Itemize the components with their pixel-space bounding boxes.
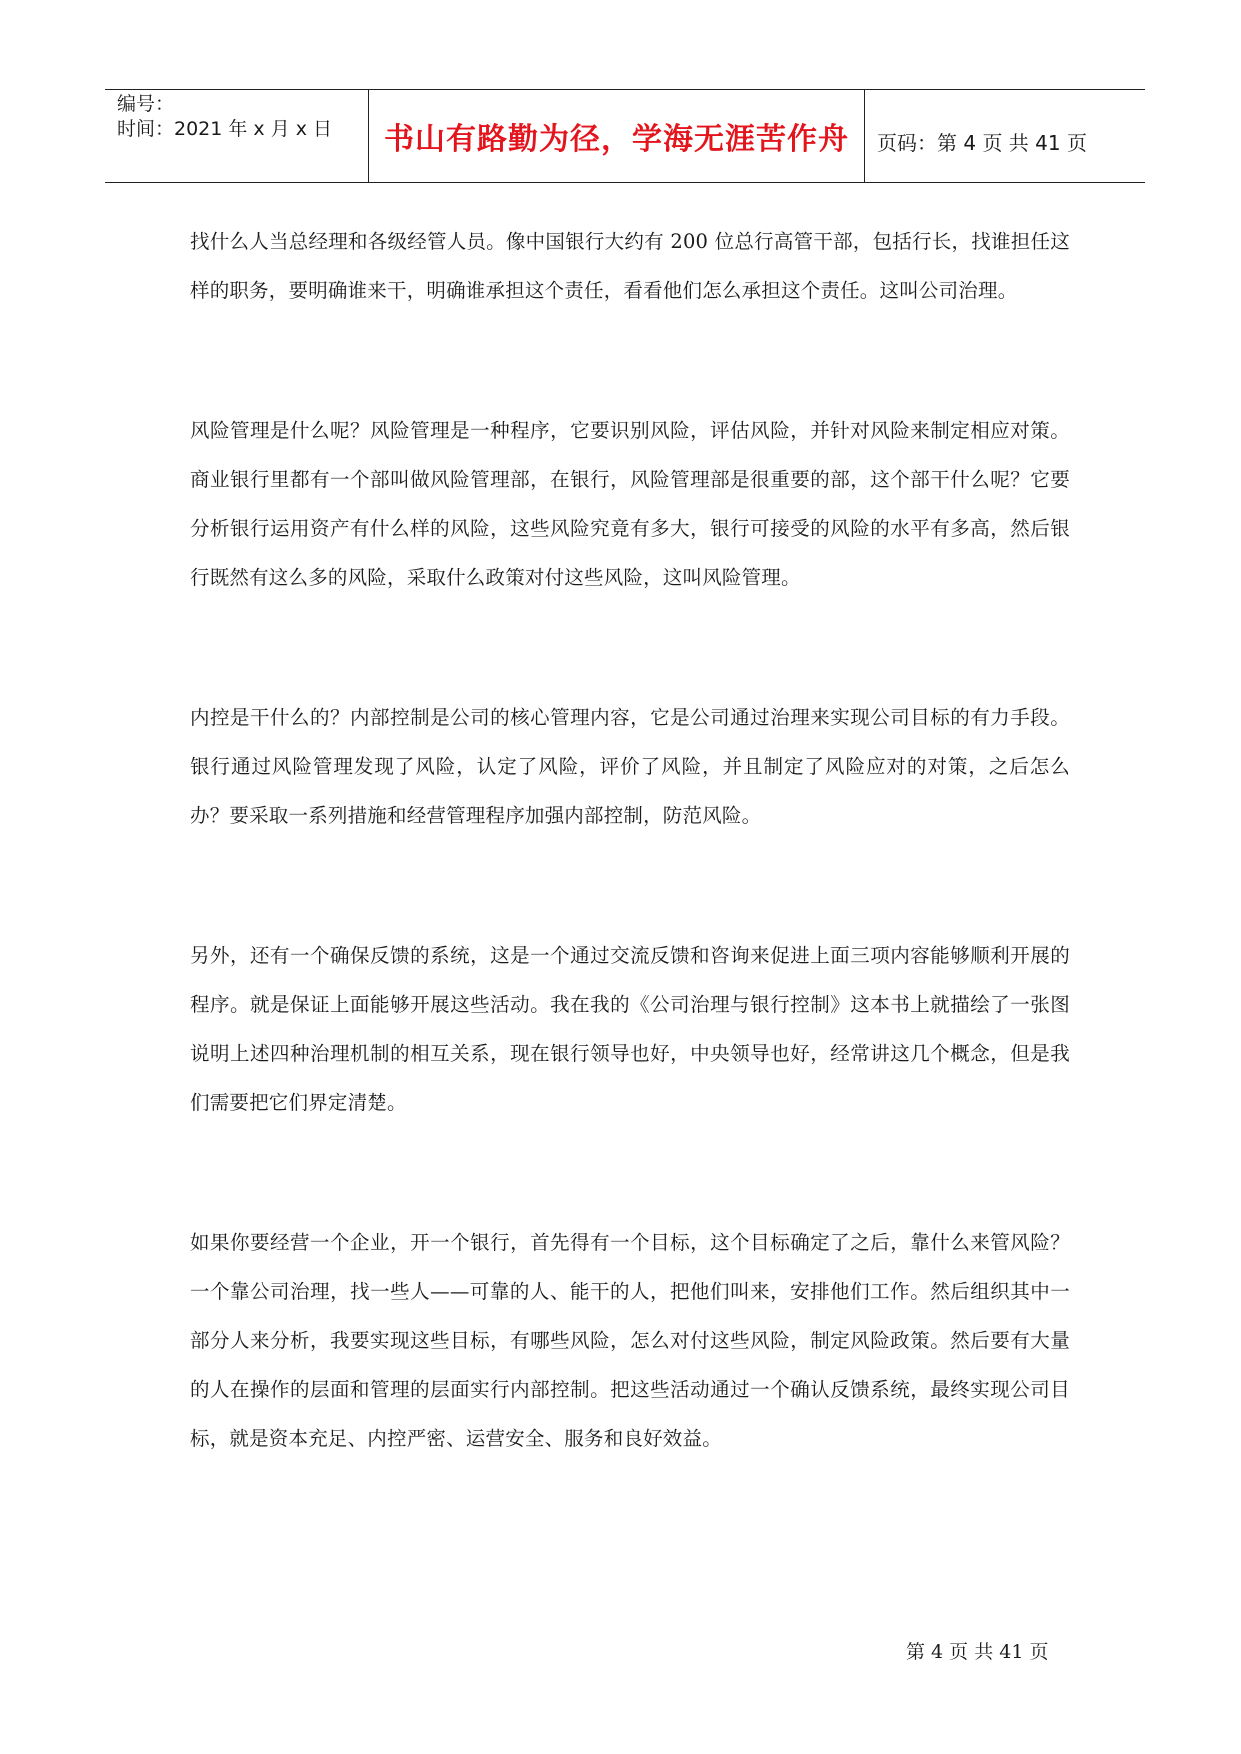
document-body [190,217,1070,1463]
serial-label: 编号： [117,93,175,115]
header-motto-cell [369,90,865,182]
header-page-info [865,90,1145,182]
page-footer: 第 4 页 共 41 页 [906,1641,1049,1663]
paragraph: 另外，还有一个确保反馈的系统，这是一个通过交流反馈和咨询来促进上面三项内容能够顺利开展的程序。就是保证上面能够开展这些活动。我在我的《公司治理与银行控制》这本书上就描绘了一张图说明上述四种治理机制的相互关系，现在银行领导也好，中央领导也好，经常讲这几个概念，但是我们需要把它们界定清楚。 [190,944,1070,1114]
header-meta [105,90,369,182]
time-label: 时间：2021 年 x 月 x 日 [117,118,333,140]
page-info-text: 页码：第 4 页 共 41 页 [877,130,1087,155]
motto-text: 书山有路勤为径，学海无涯苦作舟 [384,122,849,157]
paragraph: 找什么人当总经理和各级经管人员。像中国银行大约有 200 位总行高管干部，包括行长，找谁担任这样的职务，要明确谁来干，明确谁承担这个责任，看看他们怎么承担这个责任。这叫公司治理。 [190,230,1070,302]
document-header [105,89,1145,183]
paragraph: 内控是干什么的？内部控制是公司的核心管理内容，它是公司通过治理来实现公司目标的有力手段。银行通过风险管理发现了风险，认定了风险，评价了风险，并且制定了风险应对的对策，之后怎么办？要采取一系列措施和经营管理程序加强内部控制，防范风险。 [190,706,1070,827]
paragraph: 如果你要经营一个企业，开一个银行，首先得有一个目标，这个目标确定了之后，靠什么来管风险？一个靠公司治理，找一些人——可靠的人、能干的人，把他们叫来，安排他们工作。然后组织其中一部分人来分析，我要实现这些目标，有哪些风险，怎么对付这些风险，制定风险政策。然后要有大量的人在操作的层面和管理的层面实行内部控制。把这些活动通过一个确认反馈系统，最终实现公司目标，就是资本充足、内控严密、运营安全、服务和良好效益。 [190,1231,1070,1450]
paragraph: 风险管理是什么呢？风险管理是一种程序，它要识别风险，评估风险，并针对风险来制定相应对策。商业银行里都有一个部叫做风险管理部，在银行，风险管理部是很重要的部，这个部干什么呢？它要分析银行运用资产有什么样的风险，这些风险究竟有多大，银行可接受的风险的水平有多高，然后银行既然有这么多的风险，采取什么政策对付这些风险，这叫风险管理。 [190,419,1070,589]
